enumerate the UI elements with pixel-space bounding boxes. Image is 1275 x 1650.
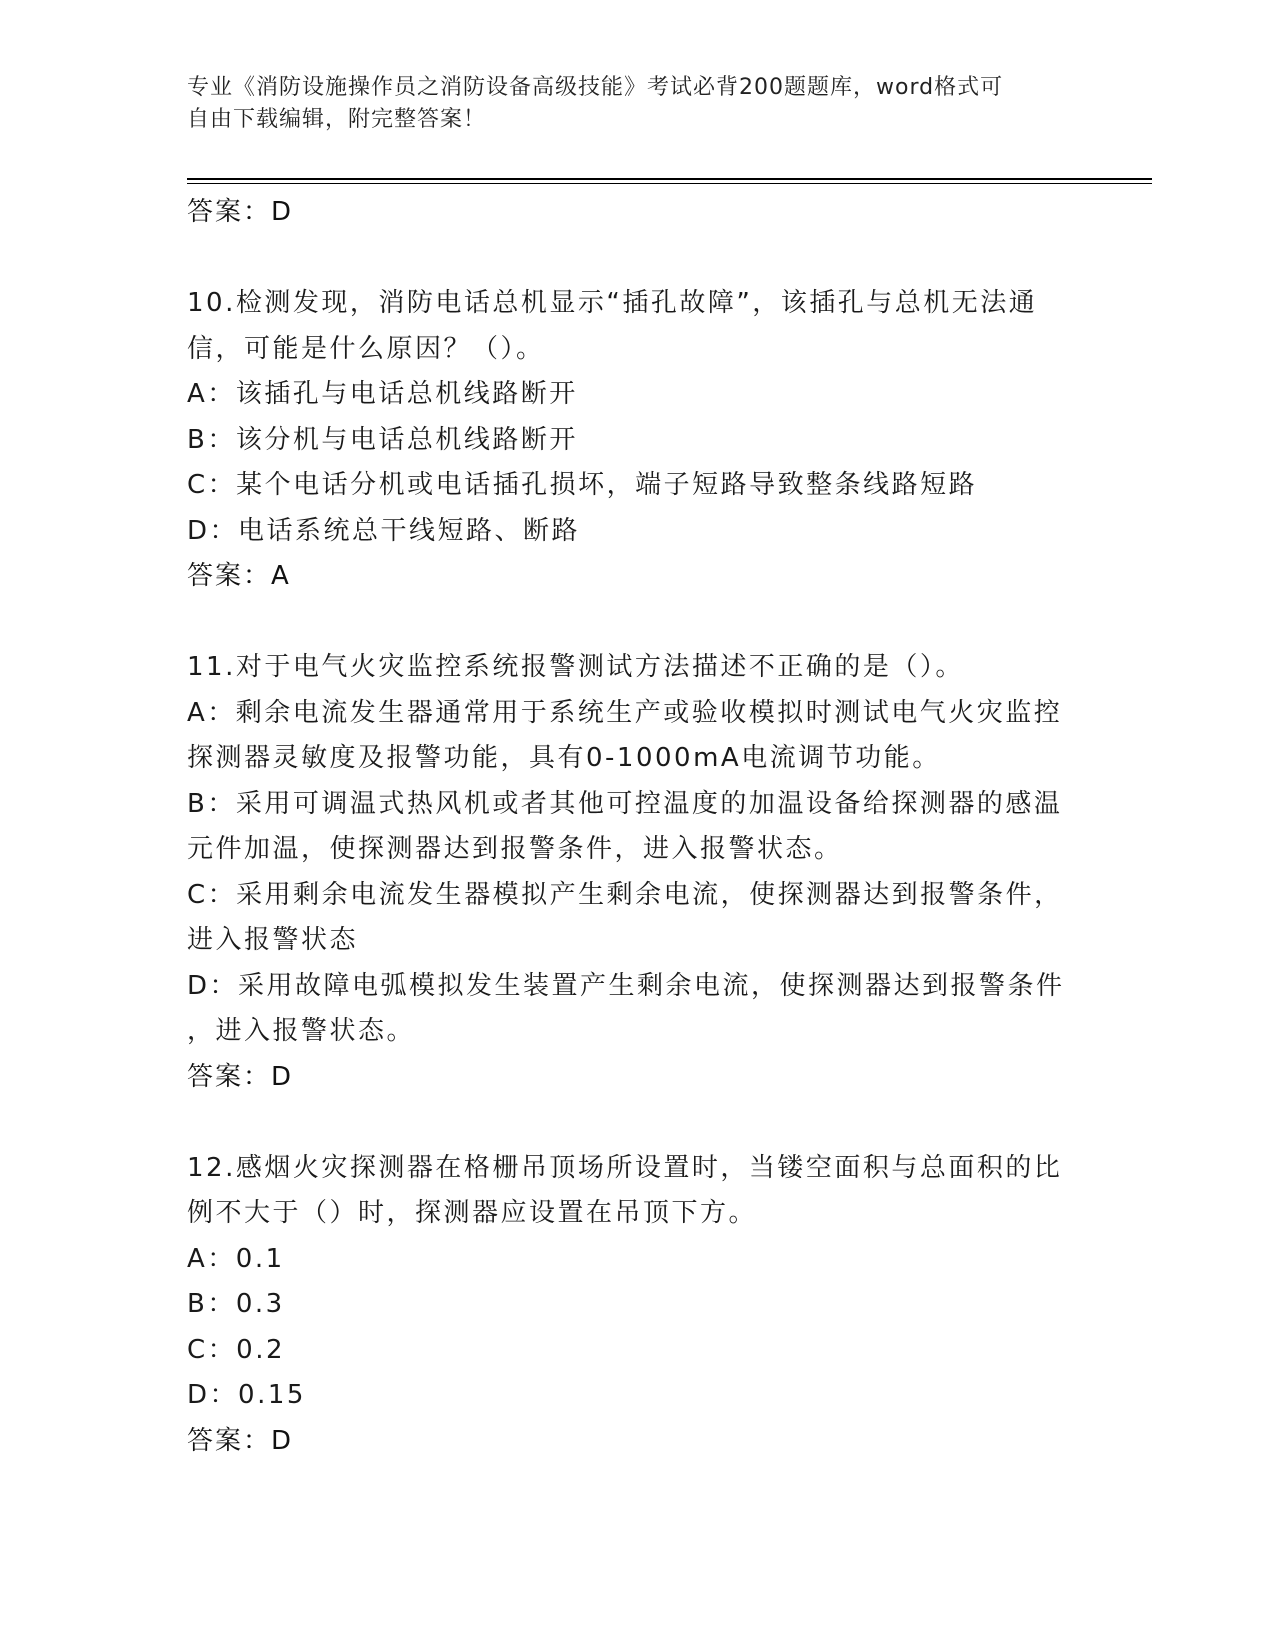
question-stem-line: 10.检测发现，消防电话总机显示“插孔故障”，该插孔与总机无法通 [187,288,1038,318]
header-divider [187,178,1152,184]
question-stem-line: 12.感烟火灾探测器在格栅吊顶场所设置时，当镂空面积与总面积的比 [187,1152,1063,1183]
option-d: D：0.15 [187,1380,306,1410]
option-d: D：采用故障电弧模拟发生装置产生剩余电流，使探测器达到报警条件 [187,970,1065,1001]
question-stem-line: 信，可能是什么原因？（）。 [187,333,545,364]
answer: 答案：D [187,1061,294,1092]
option-b-continued: 元件加温，使探测器达到报警条件，进入报警状态。 [187,834,843,864]
option-c: C：某个电话分机或电话插孔损坏，端子短路导致整条线路短路 [187,470,978,500]
previous-answer: 答案：D [187,197,294,227]
option-a-continued: 探测器灵敏度及报警功能，具有0-1000mA电流调节功能。 [187,743,941,773]
header-line-1: 专业《消防设施操作员之消防设备高级技能》考试必背200题题库，word格式可 [187,75,1004,100]
question-stem-line: 例不大于（）时，探测器应设置在吊顶下方。 [187,1198,758,1228]
question-content [187,190,1107,1464]
option-d-continued: ，进入报警状态。 [187,1016,416,1046]
question-12 [187,1146,1107,1465]
spacer [187,236,1107,282]
option-c: C：0.2 [187,1334,286,1365]
spacer [187,600,1107,646]
document-header [187,72,1067,136]
option-a: A：该插孔与电话总机线路断开 [187,379,578,409]
question-10 [187,281,1107,600]
option-a: A：剩余电流发生器通常用于系统生产或验收模拟时测试电气火灾监控 [187,697,1063,728]
question-11 [187,645,1107,1100]
option-c-continued: 进入报警状态 [187,925,359,955]
option-b: B：0.3 [187,1289,285,1319]
option-a: A：0.1 [187,1243,285,1274]
spacer [187,1100,1107,1146]
option-b: B：该分机与电话总机线路断开 [187,424,578,455]
option-d: D：电话系统总干线短路、断路 [187,515,581,546]
option-c: C：采用剩余电流发生器模拟产生剩余电流，使探测器达到报警条件， [187,879,1063,910]
answer: 答案：A [187,561,291,591]
question-stem-line: 11.对于电气火灾监控系统报警测试方法描述不正确的是（）。 [187,652,964,682]
option-b: B：采用可调温式热风机或者其他可控温度的加温设备给探测器的感温 [187,788,1063,819]
header-line-2: 自由下载编辑，附完整答案！ [187,107,487,132]
answer: 答案：D [187,1425,294,1456]
